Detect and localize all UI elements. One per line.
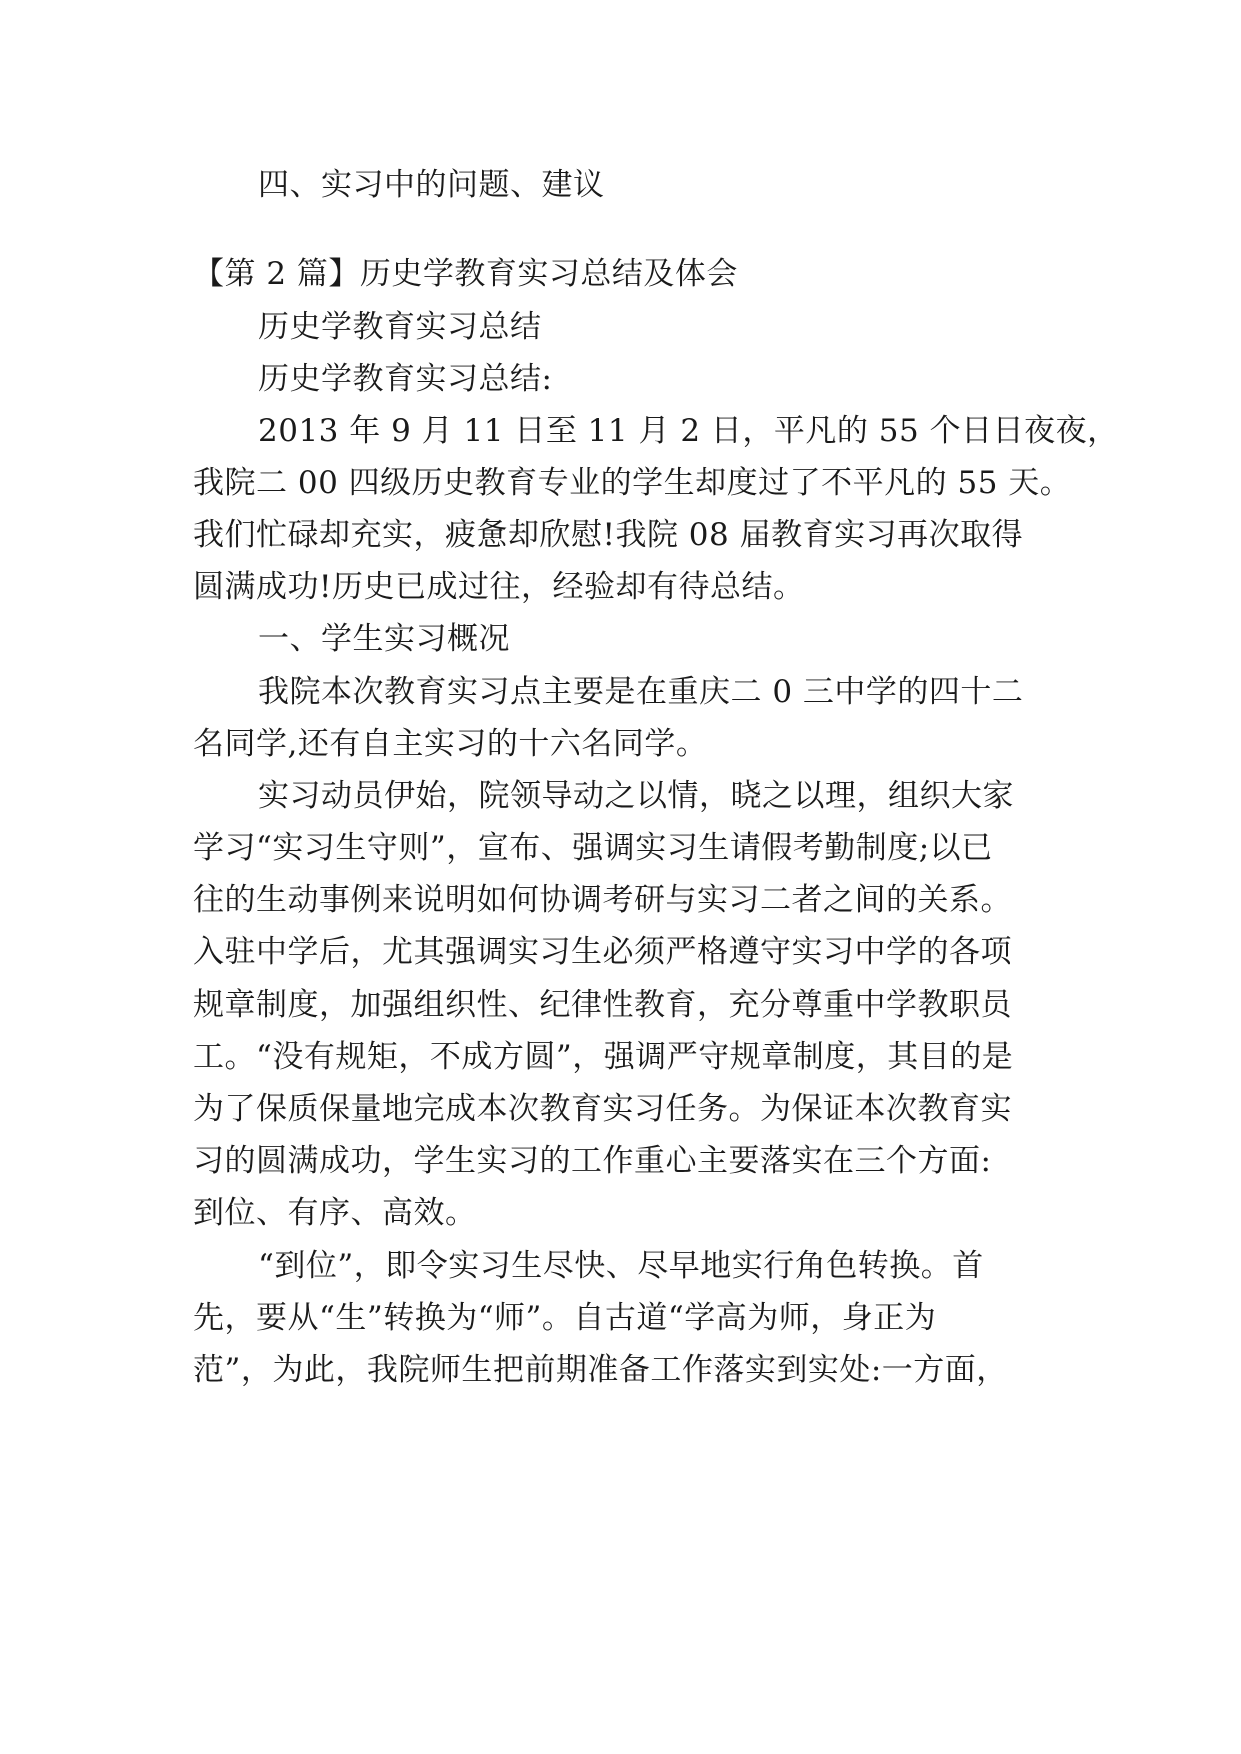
article-title: 【第 2 篇】历史学教育实习总结及体会 xyxy=(193,256,738,292)
text-line: 规章制度，加强组织性、纪律性教育，充分尊重中学教职员 xyxy=(193,987,1012,1023)
section-heading-4: 四、实习中的问题、建议 xyxy=(258,167,605,203)
text-line: 学习“实习生守则”，宣布、强调实习生请假考勤制度;以已 xyxy=(193,830,993,866)
article-subtitle: 历史学教育实习总结 xyxy=(258,309,542,345)
text-line: 往的生动事例来说明如何协调考研与实习二者之间的关系。 xyxy=(193,882,1012,918)
text-line: 历史学教育实习总结: xyxy=(258,361,553,397)
section-heading-1: 一、学生实习概况 xyxy=(258,621,510,657)
text-line: “到位”，即令实习生尽快、尽早地实行角色转换。首 xyxy=(258,1248,984,1284)
text-line: 实习动员伊始，院领导动之以情，晓之以理，组织大家 xyxy=(258,778,1014,814)
text-line: 2013 年 9 月 11 日至 11 月 2 日，平凡的 55 个日日夜夜， xyxy=(258,413,1119,449)
text-line: 我们忙碌却充实，疲惫却欣慰!我院 08 届教育实习再次取得 xyxy=(193,517,1024,553)
text-line: 圆满成功!历史已成过往，经验却有待总结。 xyxy=(193,569,805,605)
text-line: 到位、有序、高效。 xyxy=(193,1195,477,1231)
text-line: 入驻中学后，尤其强调实习生必须严格遵守实习中学的各项 xyxy=(193,934,1012,970)
text-line: 我院二 00 四级历史教育专业的学生却度过了不平凡的 55 天。 xyxy=(193,465,1072,501)
text-line: 名同学,还有自主实习的十六名同学。 xyxy=(193,726,708,762)
text-line: 为了保质保量地完成本次教育实习任务。为保证本次教育实 xyxy=(193,1091,1012,1127)
text-line: 范”，为此，我院师生把前期准备工作落实到实处:一方面， xyxy=(193,1352,1008,1388)
text-line: 先，要从“生”转换为“师”。自古道“学高为师，身正为 xyxy=(193,1300,937,1336)
text-line: 我院本次教育实习点主要是在重庆二 0 三中学的四十二 xyxy=(258,674,1024,710)
text-line: 工。“没有规矩，不成方圆”，强调严守规章制度，其目的是 xyxy=(193,1039,1014,1075)
text-line: 习的圆满成功，学生实习的工作重心主要落实在三个方面: xyxy=(193,1143,992,1179)
